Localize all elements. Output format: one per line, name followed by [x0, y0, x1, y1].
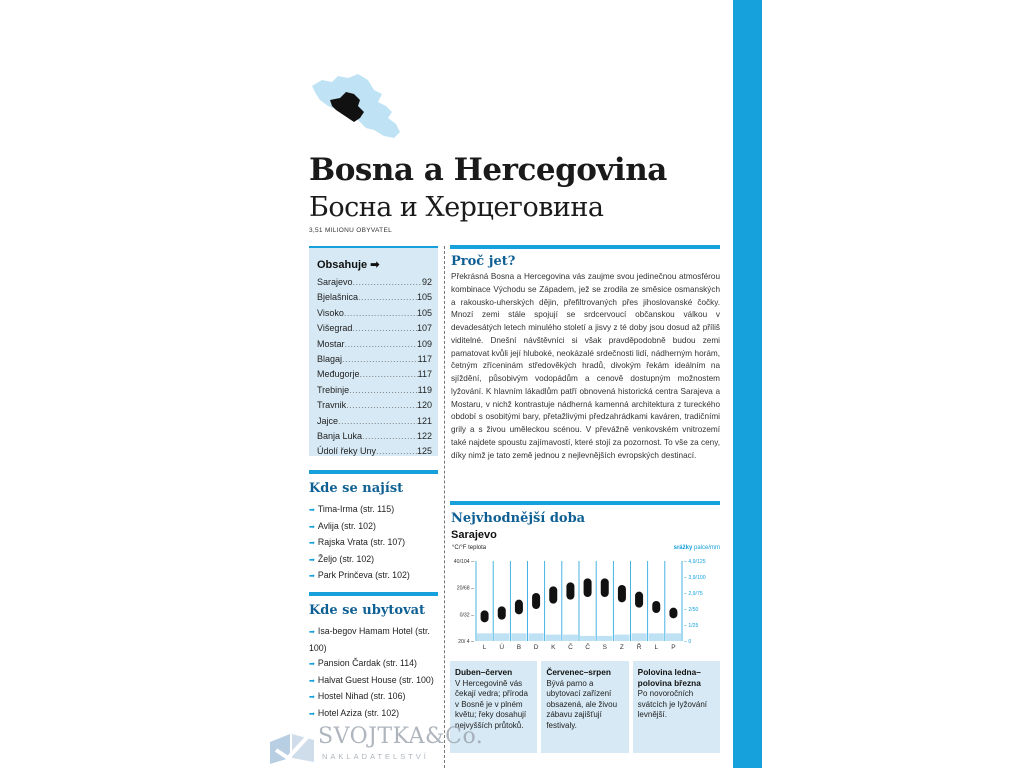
- publisher-sub: NAKLADATELSTVÍ: [322, 752, 429, 761]
- precipitation-bar: [511, 633, 526, 641]
- season-title: Duben–červen: [455, 667, 513, 677]
- temperature-range-bar: [498, 606, 506, 619]
- publisher-logo-icon: [268, 728, 316, 764]
- column-divider: [444, 246, 445, 768]
- contents-item[interactable]: Visoko ..... 105: [317, 306, 432, 321]
- arrow-bullet-icon: ➡: [309, 629, 315, 636]
- eat-item[interactable]: ➡ Rajska Vrata (str. 107): [309, 537, 406, 547]
- month-label: Č: [568, 644, 573, 651]
- contents-item[interactable]: Údolí řeky Uny ..... 125: [317, 444, 432, 459]
- season-card: [541, 661, 628, 753]
- arrow-bullet-icon: ➡: [309, 556, 315, 564]
- precipitation-bar: [614, 635, 629, 641]
- publisher-name: SVOJTKA&Co.: [318, 724, 484, 749]
- contents-item[interactable]: Sarajevo ..... 92: [317, 275, 432, 290]
- arrow-bullet-icon: ➡: [309, 661, 315, 668]
- arrow-bullet-icon: ➡: [309, 677, 315, 685]
- precipitation-bar: [632, 633, 647, 641]
- y-axis-label-left: °C/°F teplota: [452, 545, 487, 551]
- season-card: [633, 661, 720, 753]
- y-tick-label-right: – 0: [684, 639, 692, 645]
- month-label: L: [482, 644, 487, 651]
- precipitation-bar: [477, 633, 492, 641]
- stay-item[interactable]: ➡ Hotel Aziza (str. 102): [309, 707, 400, 718]
- page-title: Bosna a Hercegovina: [309, 152, 667, 188]
- arrow-bullet-icon: ➡: [309, 523, 315, 531]
- eat-item[interactable]: ➡ Željo (str. 102): [309, 553, 375, 564]
- y-tick-label-right: – 4,9/125: [684, 559, 706, 565]
- contents-item[interactable]: Banja Luka ..... 122: [317, 429, 432, 444]
- y-tick-label-right: – 2/50: [684, 607, 699, 613]
- best-time-title: Nejvhodnější doba: [451, 511, 586, 526]
- precipitation-bar: [649, 633, 664, 641]
- climate-city: Sarajevo: [451, 529, 497, 541]
- month-label: Ú: [499, 644, 505, 651]
- precipitation-bar: [666, 633, 681, 641]
- month-label: Ř: [636, 644, 642, 651]
- arrow-bullet-icon: ➡: [309, 573, 315, 580]
- temperature-range-bar: [515, 600, 523, 615]
- stay-item[interactable]: ➡ Pansion Čardak (str. 114): [309, 658, 417, 668]
- month-label: L: [654, 644, 659, 651]
- arrow-bullet-icon: ➡: [309, 507, 315, 514]
- y-tick-label-left: 20/68 –: [456, 585, 474, 592]
- temperature-range-bar: [566, 582, 574, 599]
- month-label: D: [533, 644, 539, 651]
- country-map-icon: [308, 72, 402, 144]
- page-subtitle-cyrillic: Босна и Херцеговина: [309, 192, 604, 223]
- y-tick-label-left: 40/104 –: [453, 559, 474, 565]
- contents-item[interactable]: Blagaj ..... 117: [317, 352, 432, 367]
- season-text: V Hercegovině vás čekají vedra; příroda v Bosně je v plném květu; řeky dosahují nejvyšších průtoků.: [455, 678, 528, 730]
- arrow-right-icon: ➡: [370, 259, 380, 271]
- eat-item[interactable]: ➡ Avlija (str. 102): [309, 520, 376, 531]
- eat-section: [309, 470, 438, 585]
- temperature-range-bar: [635, 592, 643, 608]
- precipitation-bar: [597, 636, 612, 641]
- y-tick-label-right: – 1/25: [684, 623, 699, 629]
- climate-chart: [450, 541, 722, 653]
- y-axis-label-right: srážky palce/mm: [673, 545, 720, 551]
- contents-title: Obsahuje ➡: [317, 259, 380, 271]
- month-label: B: [516, 644, 522, 651]
- precipitation-bar: [529, 633, 544, 641]
- temperature-range-bar: [532, 593, 540, 609]
- temperature-range-bar: [549, 586, 557, 603]
- stay-item[interactable]: ➡ Isa-begov Hamam Hotel (str. 100): [309, 626, 430, 653]
- seasons-row: [450, 661, 720, 753]
- eat-list: [309, 502, 438, 585]
- precipitation-bar: [494, 633, 509, 641]
- why-text: Překrásná Bosna a Hercegovina vás zaujme svou jedinečnou atmosférou kombinace Východu se Západem, jež se zrodila ze směsice osmanských a rakousko-uherských dějin, přefiltrovaných přes jihoslovanské čočky. Mnozí zemi stále spojují se srdcervoucí občanskou válkou v devadesátých letech minulého století a jisvy z té doby jsou dosud až příliš viditelné. Dnešní návštěvníci si však pravděpodobně budou zemi pamatovat kvůli její hluboké, neokázalé srdečnosti lidí, nádherným horám, četným zříceninám středověkých hradů, divokým řekám ideálním na sjíždění, působivým vodopádům a cenově dostupným možnostem lyžování. K hlavním lákadlům patří obnovená historická centra Sarajeva a Mostaru, v nichž kontrastuje nádherná kamenná architektura z tureckého období s osobitými bary, přetažlivými předzahrádkami kaváren, tradičními grily a s živou uměleckou scénou. V převážně venkovském vnitrozemí také najdete spoustu zajímavostí, které stojí za pozornost. To vše za ceny, díky nimž je tato země jednou z nejlevnějších evropských destinací.: [451, 272, 720, 460]
- month-label: Č: [585, 644, 590, 651]
- population-line: 3,51 MILIONU OBYVATEL: [309, 227, 393, 234]
- month-label: K: [551, 644, 556, 651]
- month-label: Z: [619, 644, 624, 651]
- page-edge-band: [733, 0, 762, 768]
- eat-item[interactable]: ➡ Park Prinčeva (str. 102): [309, 570, 410, 580]
- contents-item[interactable]: Travnik ..... 120: [317, 398, 432, 413]
- contents-item[interactable]: Trebinje ..... 119: [317, 383, 432, 398]
- precipitation-bar: [546, 635, 561, 641]
- contents-item[interactable]: Mostar ..... 109: [317, 337, 432, 352]
- precipitation-bar: [580, 636, 595, 641]
- arrow-bullet-icon: ➡: [309, 694, 315, 701]
- section-rule: [450, 245, 720, 249]
- season-title: Polovina ledna–polovina března: [637, 667, 701, 688]
- y-tick-label-left: 20/ 4 –: [458, 639, 474, 645]
- section-rule: [450, 501, 720, 505]
- publisher-watermark: [268, 724, 484, 768]
- temperature-range-bar: [669, 608, 677, 619]
- temperature-range-bar: [584, 578, 592, 597]
- arrow-bullet-icon: ➡: [309, 710, 315, 718]
- eat-title: Kde se najíst: [309, 481, 404, 496]
- month-label: P: [671, 644, 676, 651]
- stay-item[interactable]: ➡ Halvat Guest House (str. 100): [309, 674, 434, 685]
- season-text: Bývá parno a ubytovací zařízení obsazená, ale živou zábavu zajišťují festivaly.: [546, 678, 618, 730]
- season-title: Červenec–srpen: [546, 667, 611, 677]
- temperature-range-bar: [601, 578, 609, 597]
- contents-item[interactable]: Bjelašnica ..... 105: [317, 290, 432, 305]
- season-text: Po novoročních svátcích je lyžování levnější.: [637, 689, 708, 719]
- stay-list: [309, 624, 438, 722]
- arrow-bullet-icon: ➡: [309, 540, 315, 547]
- section-rule: [309, 470, 438, 474]
- month-label: S: [602, 644, 607, 651]
- stay-item[interactable]: ➡ Hostel Nihad (str. 106): [309, 691, 406, 701]
- contents-box: [309, 246, 438, 456]
- why-title: Proč jet?: [451, 254, 516, 269]
- y-tick-label-right: – 2,9/75: [684, 591, 703, 597]
- eat-item[interactable]: ➡ Tima-Irma (str. 115): [309, 504, 395, 514]
- temperature-range-bar: [618, 585, 626, 602]
- contents-item[interactable]: Jajce ..... 121: [317, 414, 432, 429]
- y-tick-label-left: 0/32 –: [459, 612, 474, 619]
- temperature-range-bar: [652, 601, 660, 613]
- contents-list: [317, 275, 432, 460]
- precipitation-bar: [563, 635, 578, 641]
- section-rule: [309, 592, 438, 596]
- stay-title: Kde se ubytovat: [309, 603, 426, 618]
- stay-section: [309, 592, 438, 722]
- temperature-range-bar: [481, 610, 489, 622]
- contents-item[interactable]: Međugorje ..... 117: [317, 367, 432, 382]
- y-tick-label-right: – 3,9/100: [684, 575, 706, 581]
- contents-item[interactable]: Višegrad ..... 107: [317, 321, 432, 336]
